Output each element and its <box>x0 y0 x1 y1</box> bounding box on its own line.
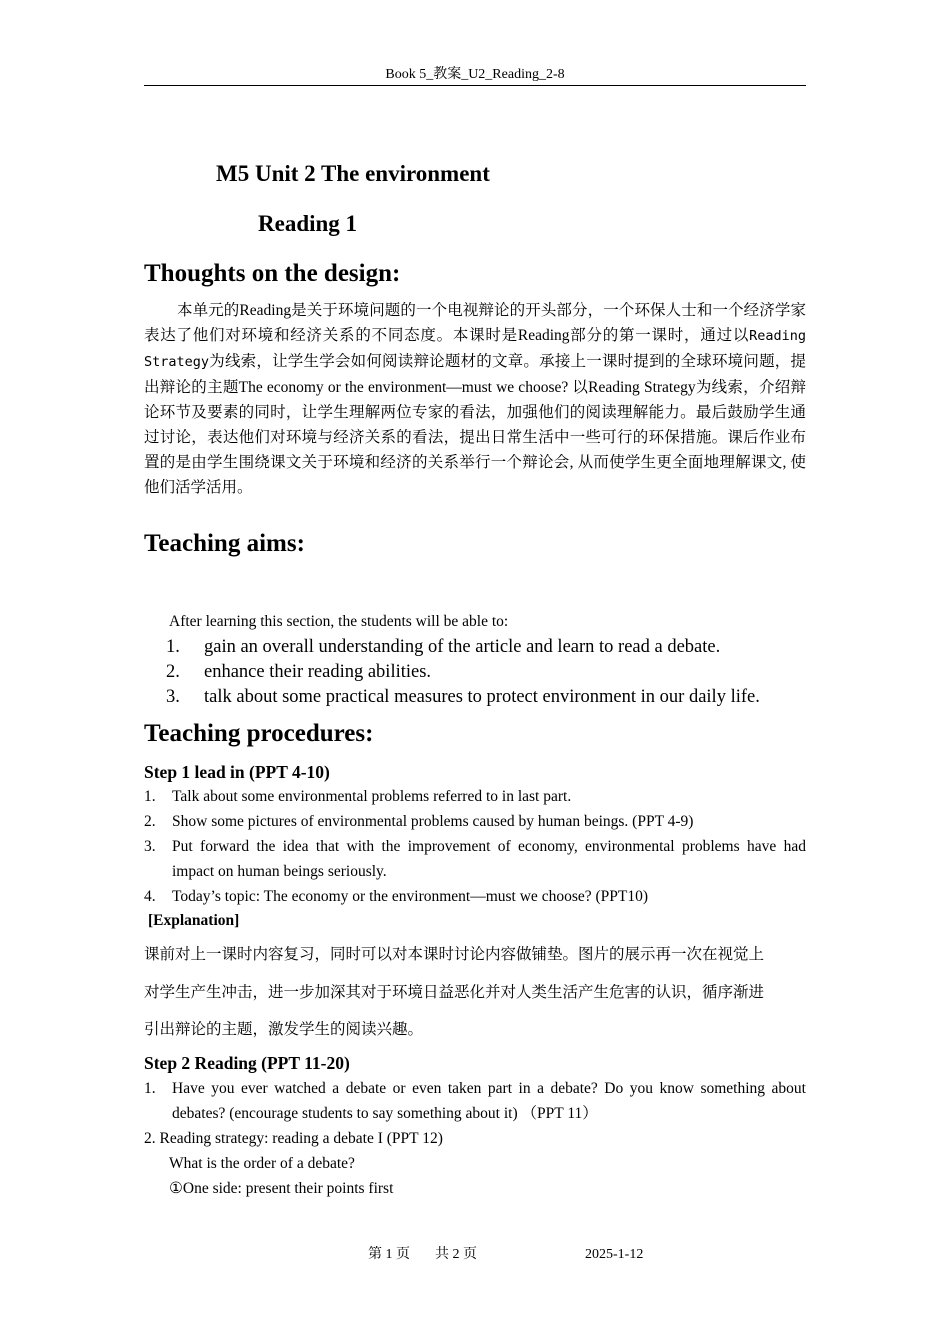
list-text: Talk about some environmental problems referred to in last part. <box>172 788 572 805</box>
list-item <box>166 660 760 685</box>
list-number: 1. <box>144 788 156 805</box>
aims-heading: Teaching aims: <box>144 530 305 557</box>
list-number: 4. <box>144 888 156 905</box>
aims-list <box>166 635 760 710</box>
step2-title: Step 2 Reading (PPT 11-20) <box>144 1053 350 1073</box>
explanation-line: 对学生产生冲击，进一步加深其对于环境日益恶化并对人类生活产生危害的认识，循序渐进 <box>144 984 765 1001</box>
footer-date: 2025-1-12 <box>585 1247 644 1262</box>
list-number: 1. <box>144 1080 156 1097</box>
design-text-2: 为线索，让学生学会如何阅读辩论题材的文章。承接上一课时提到的全球环境问题，提出辩论的主题The economy or the environment—must we choose? 以Reading Strategy为线索，介绍辩论环节及要素的同时，让学生理解两位专家的看法，加强他们的阅读理解能力。最后鼓励学生通过讨论，表达他们对环境与经济关系的看法，提出日常生活中一些可行的环保措施。课后作业布置的是由学生围绕课文关于环境和经济的关系举行一个辩论会, 从而使学生更全面地理解课文, 使他们活学活用。 <box>144 353 806 496</box>
explanation-line: 引出辩论的主题，激发学生的阅读兴趣。 <box>144 1021 424 1038</box>
list-number: 2. <box>166 662 180 682</box>
list-item <box>144 884 806 909</box>
footer-page-total: 共 2 页 <box>435 1247 477 1262</box>
header-rule <box>144 85 806 86</box>
list-number: 2. <box>144 813 156 830</box>
list-text: Have you ever watched a debate or even taken part in a debate? Do you know something about debates? (encourage students to say something about it) （PPT 11） <box>172 1080 806 1122</box>
design-heading: Thoughts on the design: <box>144 260 401 287</box>
list-text: talk about some practical measures to protect environment in our daily life. <box>204 687 760 707</box>
list-number: 3. <box>166 687 180 707</box>
design-text-1: 本单元的Reading是关于环境问题的一个电视辩论的开头部分，一个环保人士和一个经济学家表达了他们对环境和经济关系的不同态度。本课时是Reading部分的第一课时，通过以 <box>144 302 806 344</box>
procedures-heading: Teaching procedures: <box>144 720 374 747</box>
step2-list <box>144 1076 806 1126</box>
list-number: 1. <box>166 637 180 657</box>
page-header: Book 5_教案_U2_Reading_2-8 <box>385 67 565 82</box>
step1-title: Step 1 lead in (PPT 4-10) <box>144 762 330 782</box>
design-text-mono: Reading Strategy <box>144 328 806 370</box>
debate-question: What is the order of a debate? <box>169 1155 355 1172</box>
step2-item2: 2. Reading strategy: reading a debate I (PPT 12) <box>144 1130 443 1147</box>
document-title: M5 Unit 2 The environment <box>216 161 490 186</box>
document-subtitle: Reading 1 <box>258 211 358 236</box>
list-item <box>144 1076 806 1126</box>
explanation-line: 课前对上一课时内容复习，同时可以对本课时讨论内容做铺垫。图片的展示再一次在视觉上 <box>144 946 765 963</box>
list-item <box>144 834 806 884</box>
design-paragraph <box>144 298 806 500</box>
list-item <box>144 784 806 809</box>
list-item <box>166 685 760 710</box>
list-text: enhance their reading abilities. <box>204 662 432 682</box>
footer-page-number: 第 1 页 <box>368 1247 410 1262</box>
list-item <box>166 635 760 660</box>
list-item <box>144 809 806 834</box>
step1-list <box>144 784 806 909</box>
explanation-label: [Explanation] <box>148 912 240 929</box>
aims-intro: After learning this section, the students will be able to: <box>169 613 509 630</box>
list-text: gain an overall understanding of the article and learn to read a debate. <box>204 637 721 657</box>
list-text: Today’s topic: The economy or the environment—must we choose? (PPT10) <box>172 888 649 905</box>
list-text: Show some pictures of environmental problems caused by human beings. (PPT 4-9) <box>172 813 694 830</box>
list-text: Put forward the idea that with the improvement of economy, environmental problems have had impact on human beings seriously. <box>172 838 806 880</box>
list-number: 3. <box>144 838 156 855</box>
debate-point: ①One side: present their points first <box>169 1180 394 1197</box>
